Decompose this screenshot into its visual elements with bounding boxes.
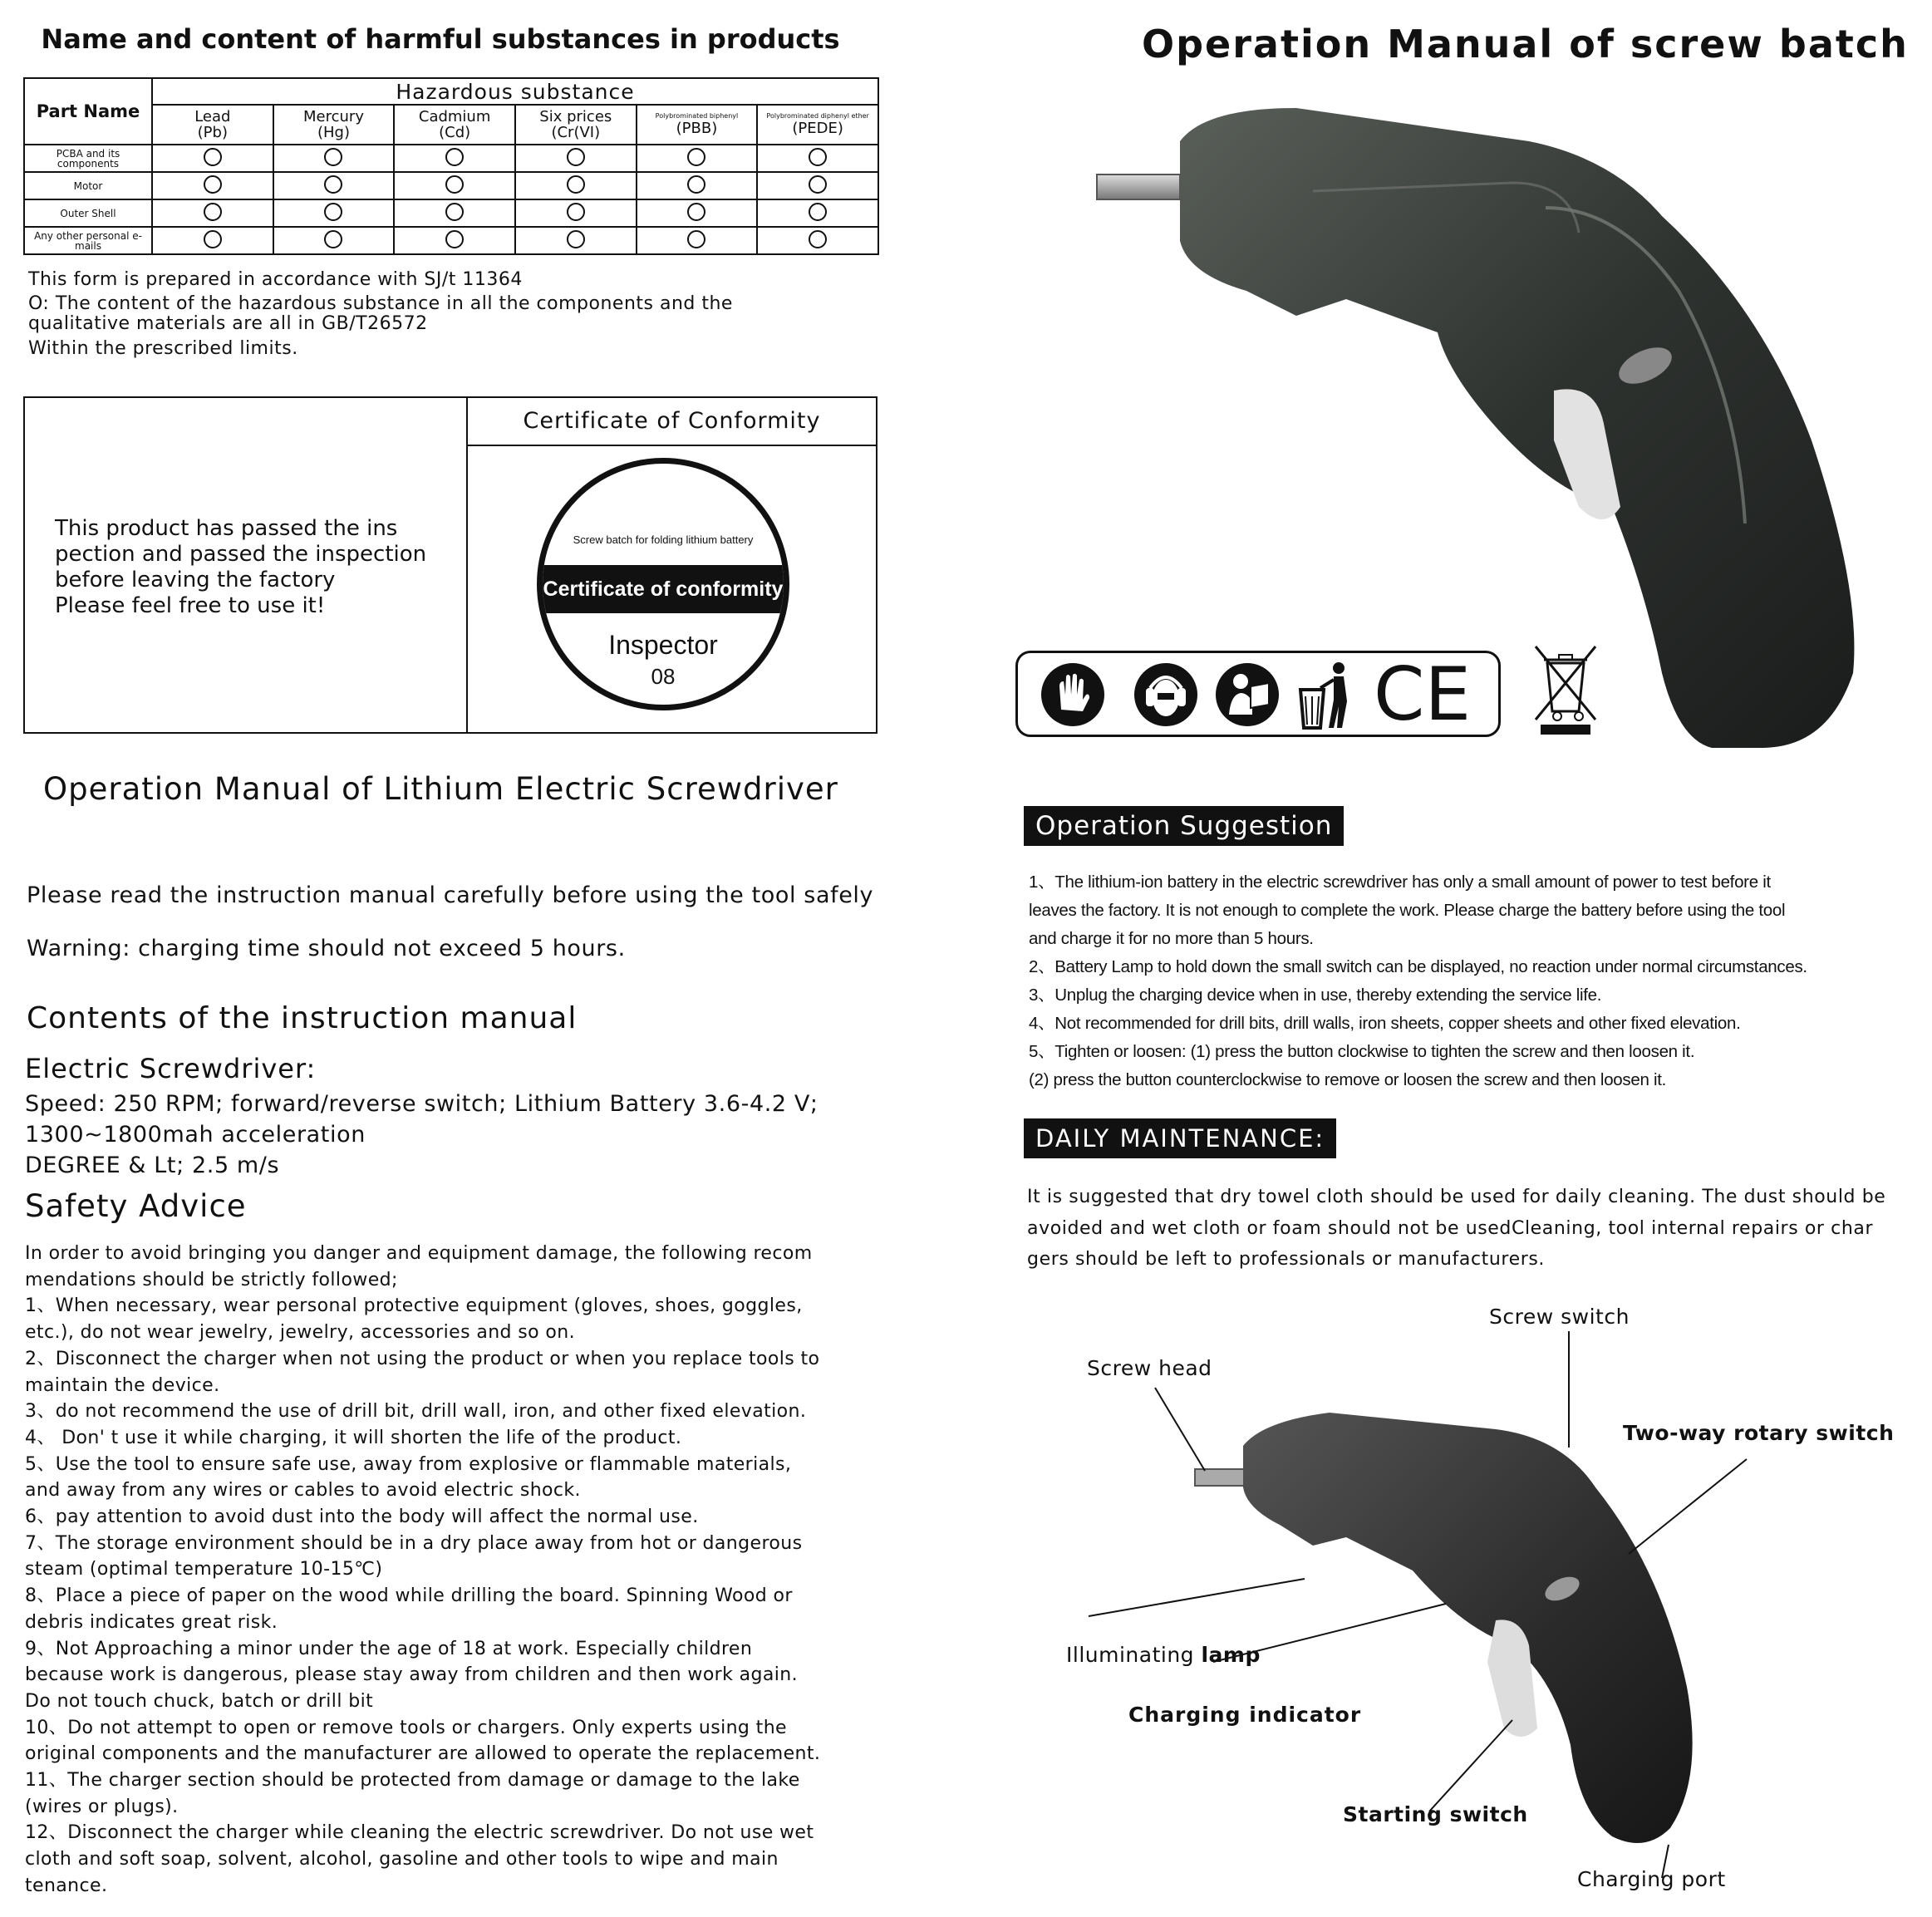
label-rotary-switch: Two-way rotary switch	[1623, 1421, 1895, 1445]
spec-line: DEGREE & Lt; 2.5 m/s	[25, 1153, 280, 1178]
contents-heading: Contents of the instruction manual	[27, 1001, 578, 1035]
circle-mark-icon	[687, 175, 705, 194]
divider	[466, 398, 468, 732]
read-notice: Please read the instruction manual carefully before using the tool safely	[27, 882, 874, 908]
label-lamp-prefix: Illuminating	[1066, 1643, 1202, 1667]
table-cell	[515, 199, 637, 227]
suggestion-item: 5、Tighten or loosen: (1) press the button clockwise to tighten the screw and then loosen it. (2) press the button counterclockwise to remove or loosen the screw and then loosen it.	[1029, 1042, 1695, 1089]
certificate-line: This product has passed the ins	[55, 516, 398, 541]
circle-mark-icon	[567, 175, 585, 194]
charging-warning: Warning: charging time should not exceed 5 hours.	[27, 936, 626, 961]
certificate-line: pection and passed the inspection	[55, 542, 427, 567]
certificate-line: before leaving the factory	[55, 568, 336, 592]
circle-mark-icon	[687, 203, 705, 221]
maintenance-text	[1027, 1182, 1908, 1276]
operation-suggestion-heading: Operation Suggestion	[1024, 806, 1344, 846]
row-name: Outer Shell	[24, 199, 152, 227]
safety-paragraph: 8、Place a piece of paper on the wood while drilling the board. Spinning Wood or debris indicates great risk.	[25, 1585, 793, 1633]
table-cell	[637, 145, 758, 172]
gloves-icon	[1040, 661, 1106, 728]
hazard-table	[23, 77, 879, 255]
certificate-box	[23, 396, 878, 734]
row-name: Any other personal e-mails	[24, 227, 152, 254]
table-cell	[273, 145, 395, 172]
table-cell	[394, 172, 515, 199]
suggestion-item: 3、Unplug the charging device when in use, thereby extending the service life.	[1029, 986, 1602, 1005]
safety-paragraph: 12、Disconnect the charger while cleaning the electric screwdriver. Do not use wet cloth and soft soap, solvent, alcohol, gasoline and other tools to wipe and main tenance.	[25, 1822, 814, 1896]
table-row	[24, 227, 878, 254]
circle-mark-icon	[445, 175, 464, 194]
maintenance-line: It is suggested that dry towel cloth should be used for daily cleaning. The dust should be	[1027, 1187, 1886, 1207]
column-header-chromium: Six prices (Cr(VI)	[515, 105, 637, 145]
column-header-pbb: Polybrominated biphenyl (PBB)	[637, 105, 758, 145]
table-cell	[637, 227, 758, 254]
safety-paragraph: 10、Do not attempt to open or remove tools or chargers. Only experts using the original components and the manufacturer are allowed to operate the replacement.	[25, 1717, 821, 1765]
circle-mark-icon	[445, 148, 464, 166]
table-cell	[394, 227, 515, 254]
table-cell	[757, 199, 878, 227]
table-cell	[757, 227, 878, 254]
note-line: Within the prescribed limits.	[28, 338, 298, 359]
specs	[25, 1089, 819, 1181]
table-cell	[637, 172, 758, 199]
table-cell	[152, 145, 273, 172]
safety-paragraph: 9、Not Approaching a minor under the age of 18 at work. Especially children because work is dangerous, please stay away from children and then work again. Do not touch chuck, batch or drill bit	[25, 1638, 799, 1712]
circle-mark-icon	[809, 203, 827, 221]
table-cell	[515, 172, 637, 199]
table-cell	[273, 172, 395, 199]
circle-mark-icon	[445, 203, 464, 221]
dispose-bin-icon	[1295, 660, 1362, 731]
column-header-pbde: Polybrominated diphenyl ether (PEDE)	[757, 105, 878, 145]
circle-mark-icon	[567, 148, 585, 166]
hazard-table-title: Name and content of harmful substances in products	[41, 23, 840, 55]
seal-product-text: Screw batch for folding lithium battery	[573, 533, 754, 546]
read-manual-icon	[1214, 661, 1281, 728]
safety-paragraph: 1、When necessary, wear personal protective equipment (gloves, shoes, goggles, etc.), do not wear jewelry, jewelry, accessories and so on.	[25, 1295, 803, 1344]
table-cell	[757, 145, 878, 172]
label-screw-switch: Screw switch	[1489, 1305, 1630, 1329]
circle-mark-icon	[687, 230, 705, 248]
certificate-text	[55, 516, 462, 619]
circle-mark-icon	[324, 203, 342, 221]
spec-line: Speed: 250 RPM; forward/reverse switch; Lithium Battery 3.6-4.2 V;	[25, 1091, 819, 1117]
table-cell	[273, 227, 395, 254]
label-charging-port: Charging port	[1577, 1867, 1726, 1891]
table-cell	[273, 199, 395, 227]
circle-mark-icon	[324, 175, 342, 194]
ear-protection-icon	[1133, 661, 1199, 728]
column-header-lead: Lead (Pb)	[152, 105, 273, 145]
ce-mark-icon: CE	[1374, 651, 1472, 737]
safety-paragraph: 11、The charger section should be protected from damage or damage to the lake (wires or plugs).	[25, 1770, 800, 1817]
conformity-seal	[537, 458, 789, 710]
circle-mark-icon	[204, 203, 222, 221]
table-row	[24, 145, 878, 172]
safety-paragraph: 7、The storage environment should be in a dry place away from hot or dangerous steam (optimal temperature 10-15℃)	[25, 1532, 803, 1580]
column-header-mercury: Mercury (Hg)	[273, 105, 395, 145]
safety-paragraph: 2、Disconnect the charger when not using the product or when you replace tools to maintain the device.	[25, 1348, 820, 1396]
circle-mark-icon	[445, 230, 464, 248]
circle-mark-icon	[324, 148, 342, 166]
table-cell	[757, 172, 878, 199]
left-manual-title: Operation Manual of Lithium Electric Screwdriver	[43, 771, 838, 807]
certificate-line: Please feel free to use it!	[55, 593, 326, 618]
safety-paragraph: 6、pay attention to avoid dust into the body will affect the normal use.	[25, 1507, 699, 1528]
table-cell	[637, 199, 758, 227]
safety-paragraph: 4、 Don' t use it while charging, it will shorten the life of the product.	[25, 1427, 682, 1448]
table-row	[24, 172, 878, 199]
safety-icon-strip	[1015, 651, 1501, 737]
daily-maintenance-heading: DAILY MAINTENANCE:	[1024, 1118, 1336, 1158]
label-charging-indicator: Charging indicator	[1128, 1703, 1362, 1727]
part-name-header: Part Name	[24, 78, 152, 145]
product-heading: Electric Screwdriver:	[25, 1053, 317, 1084]
circle-mark-icon	[809, 148, 827, 166]
circle-mark-icon	[204, 175, 222, 194]
safety-paragraph: 5、Use the tool to ensure safe use, away from explosive or flammable materials, and away from any wires or cables to avoid electric shock.	[25, 1453, 792, 1502]
table-cell	[152, 172, 273, 199]
note-line: O: The content of the hazardous substance in all the components and the	[28, 293, 733, 314]
seal-inspector-number: 08	[651, 664, 676, 689]
table-row	[24, 199, 878, 227]
label-lamp-bold: lamp	[1201, 1643, 1261, 1667]
safety-paragraph: In order to avoid bringing you danger and equipment damage, the following recom mendations should be strictly followed;	[25, 1243, 813, 1290]
note-line: qualitative materials are all in GB/T26572	[28, 313, 428, 334]
operation-suggestions	[1029, 868, 1926, 1094]
maintenance-line: avoided and wet cloth or foam should not be usedCleaning, tool internal repairs or char	[1027, 1217, 1874, 1239]
circle-mark-icon	[809, 230, 827, 248]
safety-advice	[25, 1241, 864, 1900]
circle-mark-icon	[809, 175, 827, 194]
suggestion-item: 1、The lithium-ion battery in the electric screwdriver has only a small amount of power to test before it leaves the factory. It is not enough to complete the work. Please charge the battery before using the tool and charge it for no more than 5 hours.	[1029, 872, 1786, 948]
certificate-header: Certificate of Conformity	[468, 398, 876, 446]
weee-crossed-bin-icon	[1532, 645, 1599, 738]
table-cell	[515, 145, 637, 172]
circle-mark-icon	[687, 148, 705, 166]
note-line: This form is prepared in accordance with SJ/t 11364	[28, 269, 523, 290]
row-name: PCBA and its components	[24, 145, 152, 172]
seal-band: Certificate of conformity	[543, 565, 784, 613]
hazard-group-header: Hazardous substance	[152, 78, 878, 105]
table-cell	[394, 145, 515, 172]
table-cell	[394, 199, 515, 227]
suggestion-item: 2、Battery Lamp to hold down the small switch can be displayed, no reaction under normal circumstances.	[1029, 957, 1807, 976]
spec-line: 1300~1800mah acceleration	[25, 1122, 366, 1148]
hazard-notes	[28, 268, 733, 360]
circle-mark-icon	[324, 230, 342, 248]
safety-heading: Safety Advice	[25, 1188, 247, 1224]
table-cell	[152, 199, 273, 227]
column-header-cadmium: Cadmium (Cd)	[394, 105, 515, 145]
suggestion-item: 4、Not recommended for drill bits, drill walls, iron sheets, copper sheets and other fixed elevation.	[1029, 1014, 1741, 1033]
table-cell	[515, 227, 637, 254]
circle-mark-icon	[204, 148, 222, 166]
label-screw-head: Screw head	[1087, 1356, 1212, 1380]
maintenance-line: gers should be left to professionals or manufacturers.	[1027, 1249, 1546, 1270]
safety-paragraph: 3、do not recommend the use of drill bit, drill wall, iron, and other fixed elevation.	[25, 1401, 807, 1423]
right-manual-title: Operation Manual of screw batch	[1142, 22, 1909, 66]
circle-mark-icon	[204, 230, 222, 248]
circle-mark-icon	[567, 230, 585, 248]
label-illuminating-lamp	[1066, 1643, 1261, 1667]
table-cell	[152, 227, 273, 254]
seal-inspector: Inspector	[608, 630, 718, 660]
label-starting-switch: Starting switch	[1343, 1802, 1528, 1826]
circle-mark-icon	[567, 203, 585, 221]
row-name: Motor	[24, 172, 152, 199]
